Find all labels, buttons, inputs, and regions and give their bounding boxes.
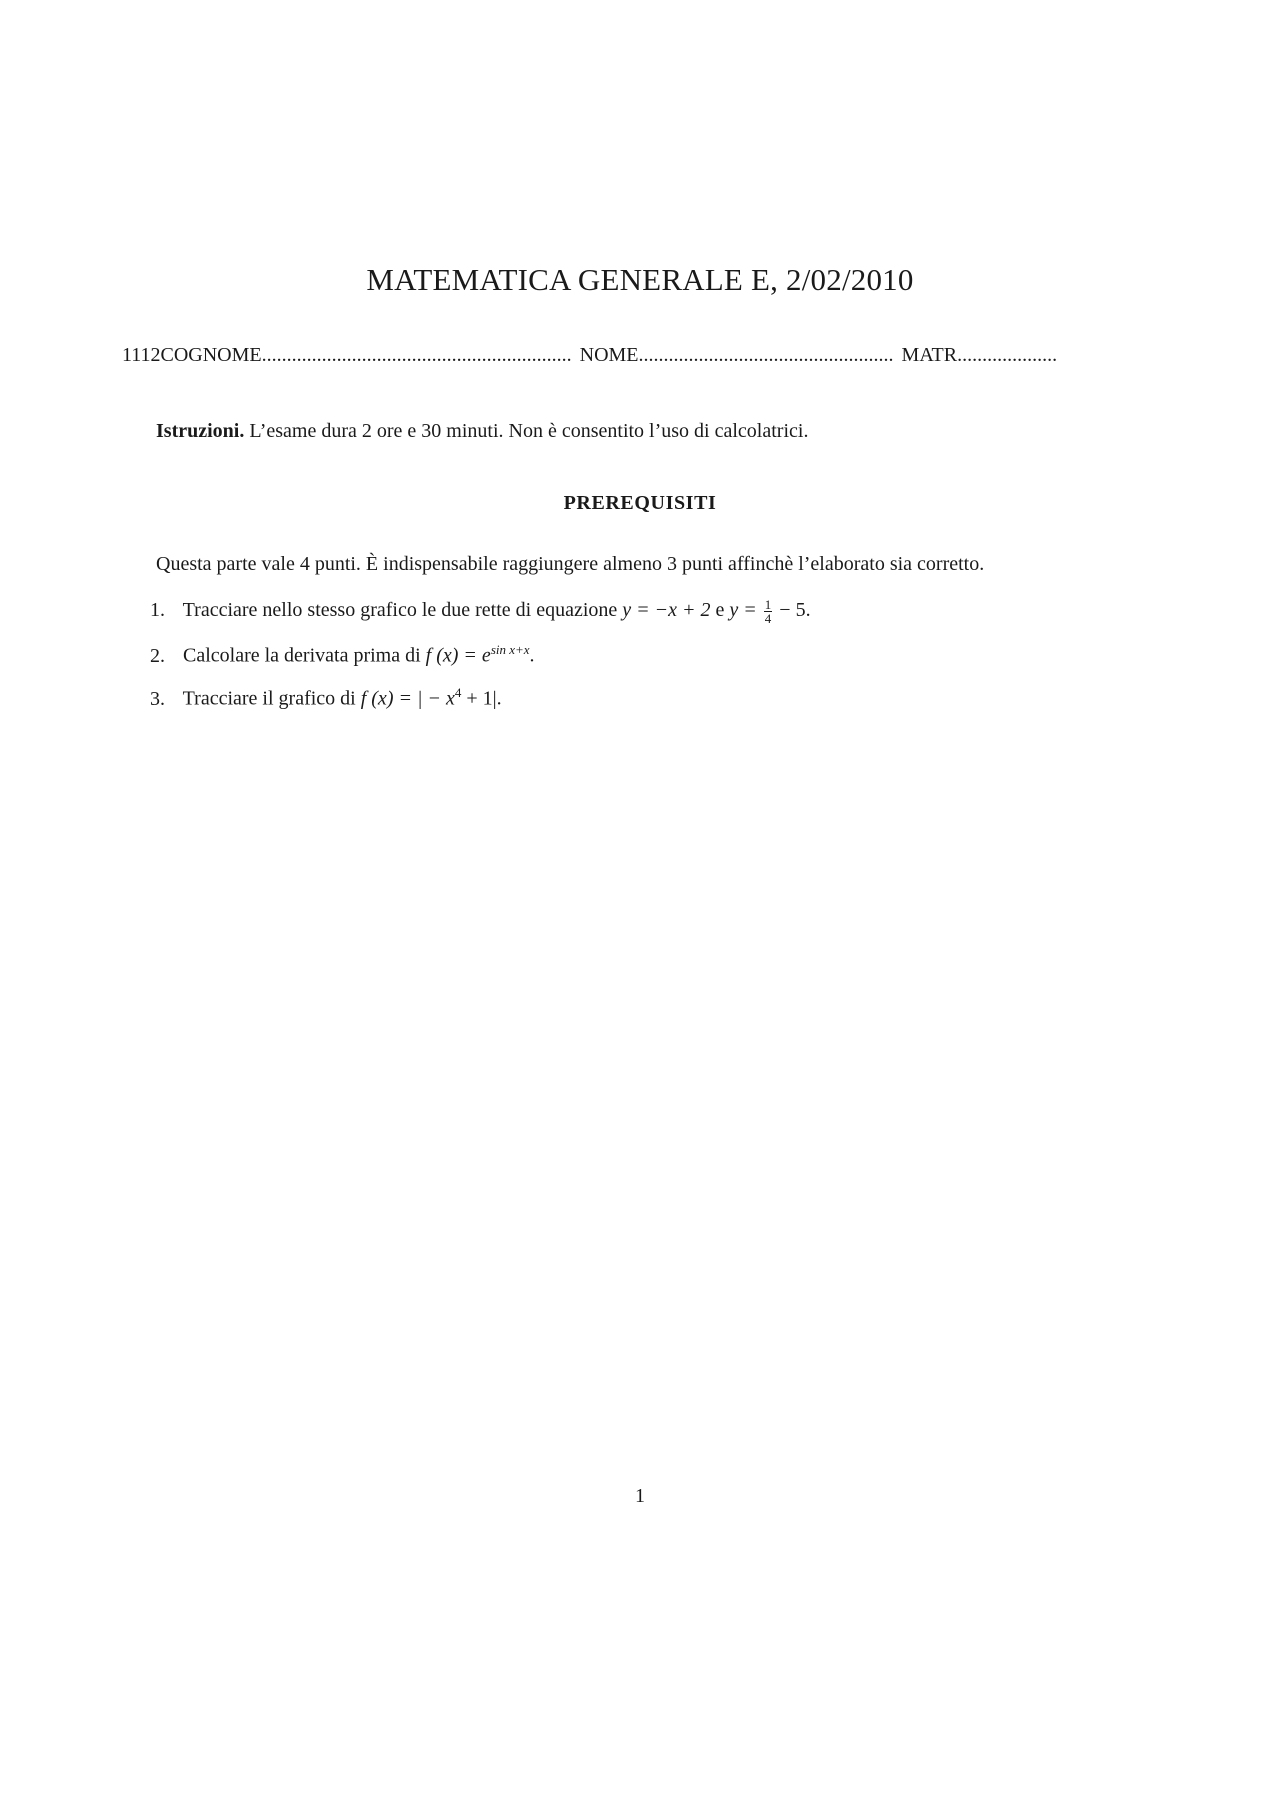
equation-line-b-rest: − 5. [779, 599, 811, 622]
exercise-text: Tracciare nello stesso grafico le due rette di equazione [182, 599, 618, 622]
function-exponent: sin x+x [490, 642, 530, 657]
exercise-2 [150, 642, 535, 668]
equation-line-a: y = −x + 2 [622, 599, 711, 622]
instructions-label: Istruzioni. [156, 420, 245, 442]
exercise-number: 2. [150, 644, 165, 667]
matr-field: MATR.................... [901, 344, 1058, 366]
exercise-number: 3. [150, 687, 165, 710]
exercise-end: . [529, 644, 535, 667]
section-intro: Questa parte vale 4 punti. È indispensabile raggiungere almeno 3 punti affinchè l’elaborato sia corretto. [156, 553, 985, 575]
instructions-text: L’esame dura 2 ore e 30 minuti. Non è consentito l’uso di calcolatrici. [249, 420, 809, 442]
fraction [764, 598, 773, 625]
exercise-text: Calcolare la derivata prima di [183, 644, 421, 667]
instructions [156, 420, 808, 443]
fraction-denominator: 4 [764, 611, 772, 626]
function-expression: f (x) = | − x [360, 687, 455, 710]
fraction-numerator: 1 [764, 597, 772, 612]
exercise-number: 1. [150, 599, 165, 622]
nome-field: NOME................................................... [579, 344, 894, 366]
function-exponent: 4 [454, 685, 462, 700]
exercise-3 [150, 685, 502, 711]
function-rest: + 1|. [466, 687, 502, 710]
cognome-field: 1112COGNOME.............................................................. [122, 344, 572, 366]
section-heading: PREREQUISITI [563, 492, 717, 514]
function-expression: f (x) = e [425, 644, 491, 667]
exercise-1 [150, 598, 811, 625]
exam-title: MATEMATICA GENERALE E, 2/02/2010 [366, 262, 914, 297]
exercise-text: Tracciare il grafico di [182, 687, 356, 710]
student-fields [122, 344, 1202, 367]
connector-text: e [715, 599, 725, 622]
equation-line-b-lhs: y = [729, 599, 757, 622]
page-number: 1 [635, 1485, 645, 1507]
